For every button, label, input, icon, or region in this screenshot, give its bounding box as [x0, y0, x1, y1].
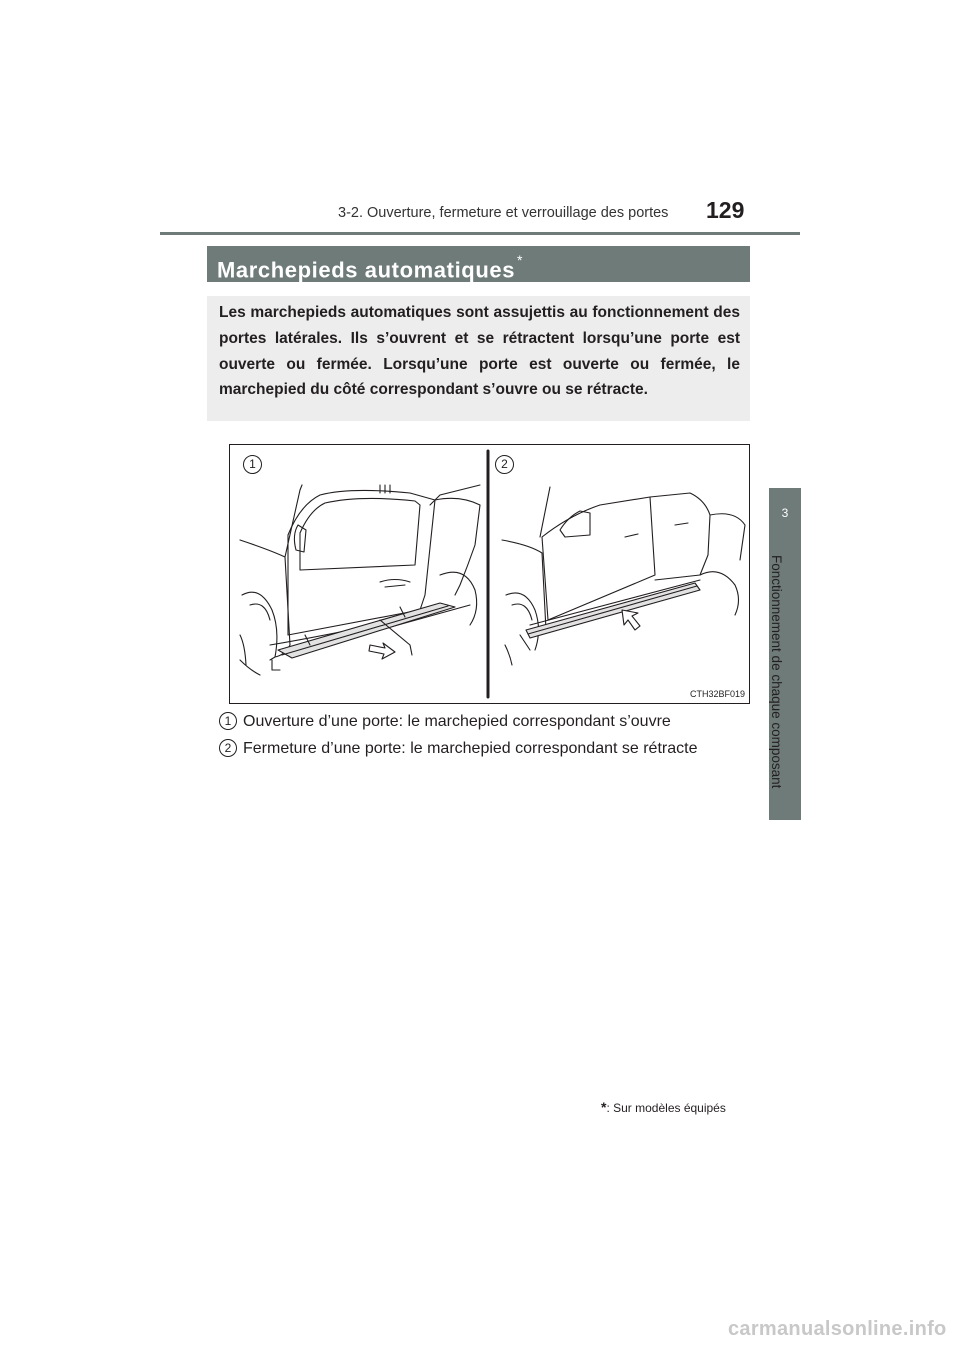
figure-badge-2: 2	[495, 455, 514, 474]
left-deploy-arrow	[369, 643, 395, 659]
page-number: 129	[706, 197, 745, 223]
chapter-title: Fonctionnement de chaque composant	[769, 555, 784, 789]
footnote	[601, 1099, 726, 1115]
footnote-text: : Sur modèles équipés	[606, 1101, 726, 1115]
right-mirror	[560, 511, 590, 537]
running-board-illustration	[230, 445, 750, 704]
footnote-mark: *	[601, 1099, 607, 1115]
caption-text-2: Fermeture d’une porte: le marchepied correspondant se rétracte	[243, 740, 698, 757]
caption-number-2: 2	[219, 739, 237, 757]
section-title-bar	[207, 246, 750, 282]
caption-text-1: Ouverture d’une porte: le marchepied correspondant s’ouvre	[243, 713, 671, 730]
figure-badge-1: 1	[243, 455, 262, 474]
figure-code: CTH32BF019	[689, 689, 745, 699]
chapter-number: 3	[781, 506, 789, 520]
watermark: carmanualsonline.info	[728, 1318, 947, 1340]
caption-item-1	[219, 712, 671, 731]
right-retract-arrow	[622, 610, 640, 630]
section-title: Marchepieds automatiques	[217, 257, 516, 283]
figure-illustration	[229, 444, 750, 704]
header-section-title: 3-2. Ouverture, fermeture et verrouillage des portes	[338, 205, 669, 221]
caption-item-2	[219, 739, 697, 758]
intro-text: Les marchepieds automatiques sont assujettis au fonctionnement des portes latérales. Ils s’ouvrent et se rétractent lorsqu’une porte est ouverte ou fermée. Lorsqu’une porte est ouverte ou fermée, le marchepied du côté correspondant s’ouvre ou se rétracte.	[219, 304, 740, 399]
section-title-mark: *	[517, 252, 524, 268]
header-rule	[160, 232, 800, 235]
caption-number-1: 1	[219, 712, 237, 730]
left-car-body	[240, 540, 290, 660]
right-car-body	[502, 540, 546, 630]
intro-box	[207, 296, 750, 421]
right-running-board	[526, 583, 700, 638]
right-rear-door	[650, 493, 710, 580]
